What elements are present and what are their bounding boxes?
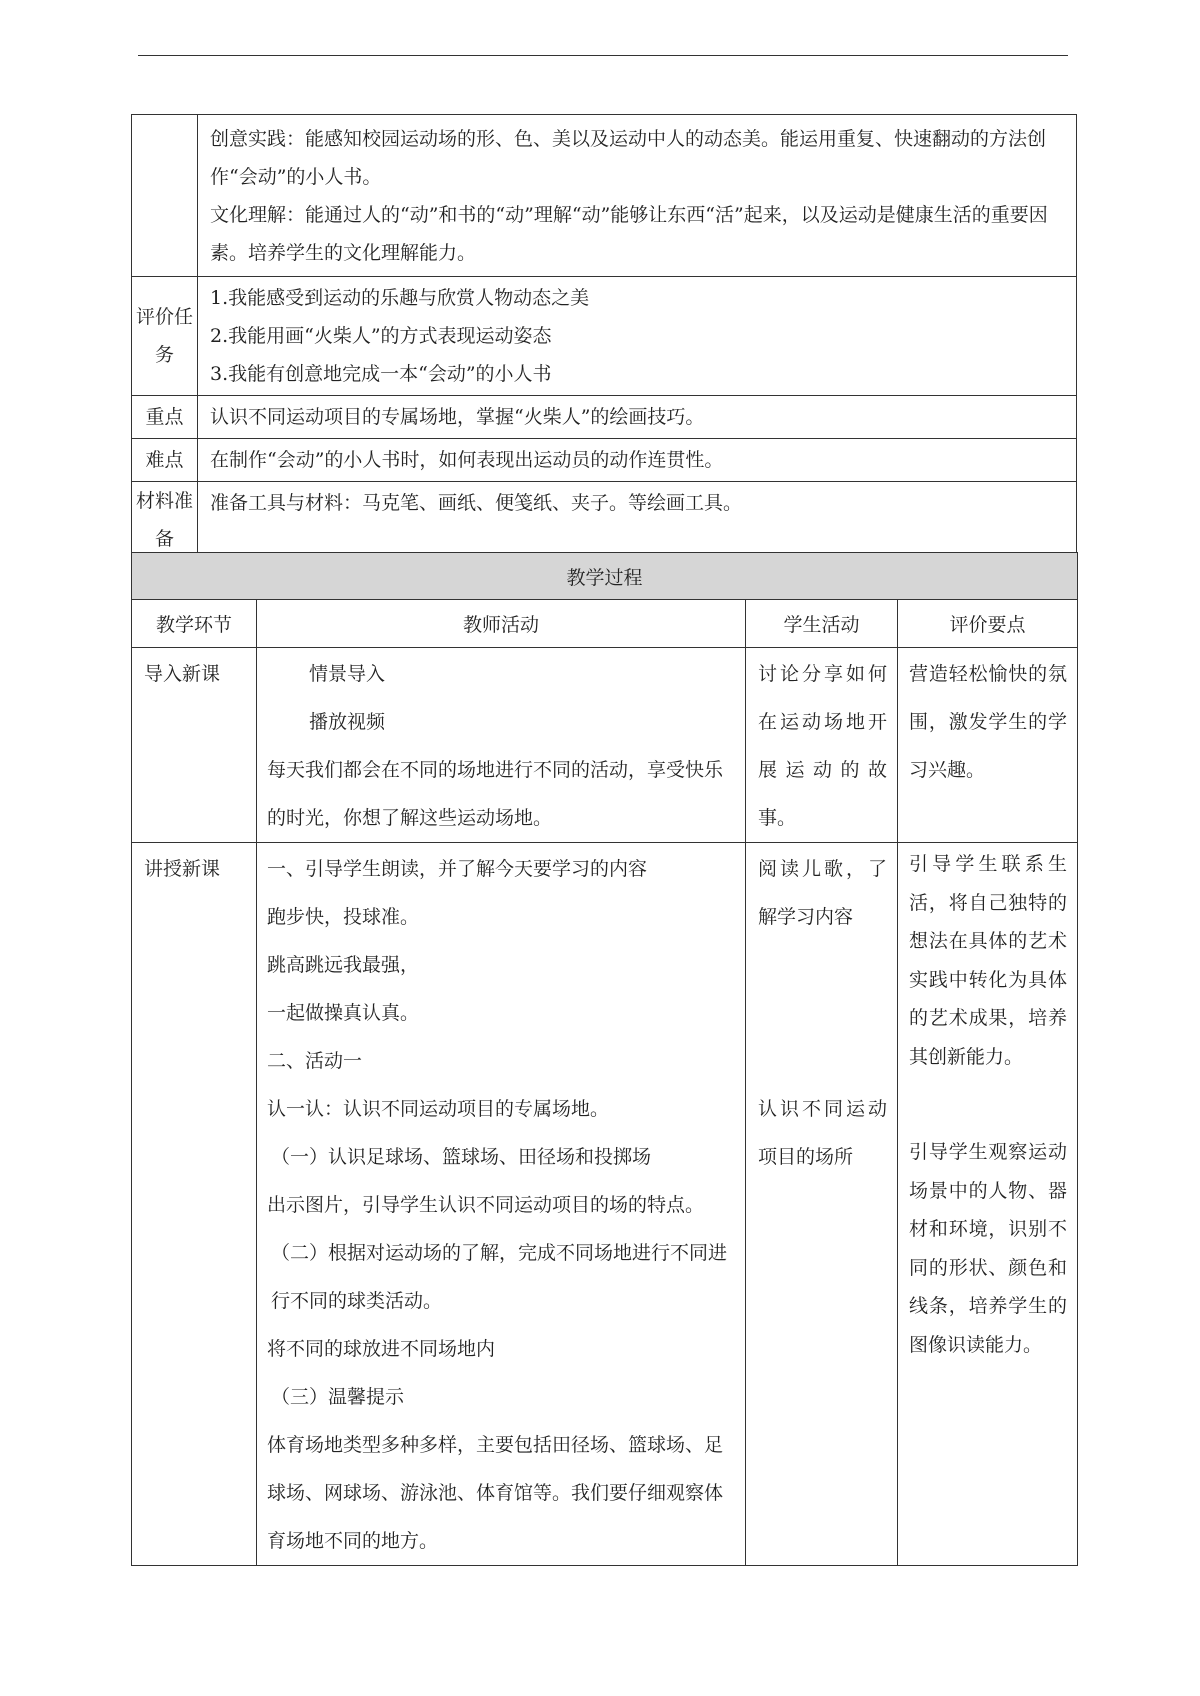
column-header: 教学环节	[132, 600, 257, 648]
evaluation-point	[898, 843, 1078, 1566]
teaching-process-table	[131, 552, 1078, 1566]
row-label-materials: 材料准备	[132, 482, 198, 559]
table-row	[132, 482, 1077, 559]
evaluation-task-item: 3.我能有创意地完成一本“会动”的小人书	[210, 363, 552, 385]
section-title: 教学过程	[132, 553, 1078, 600]
row-label-key-points: 重点	[132, 396, 198, 439]
evaluation-task-item: 2.我能用画“火柴人”的方式表现运动姿态	[210, 325, 552, 347]
evaluation-point-text: 营造轻松愉快的氛围，激发学生的学习兴趣。	[909, 663, 1068, 781]
evaluation-point-text: 引导学生观察运动场景中的人物、器材和环境，识别不同的形状、颜色和线条，培养学生的图像识读能力。	[909, 1141, 1068, 1356]
teacher-activity-line: （三）温馨提示	[271, 1386, 405, 1408]
teacher-activity-line: 一、引导学生朗读，并了解今天要学习的内容	[267, 858, 648, 880]
student-activity-text: 阅读儿歌，了解学习内容	[758, 858, 887, 928]
table-row	[132, 396, 1077, 439]
teacher-activity	[257, 648, 746, 843]
table-row	[132, 115, 1077, 277]
teacher-activity-line: 出示图片，引导学生认识不同运动项目的场的特点。	[267, 1194, 705, 1216]
table-row	[132, 439, 1077, 482]
teacher-activity	[257, 843, 746, 1566]
column-header: 学生活动	[746, 600, 898, 648]
header-rule	[138, 55, 1068, 56]
table-row	[132, 277, 1077, 396]
row-label-evaluation-tasks: 评价任务	[132, 277, 198, 396]
teacher-activity-line: （二）根据对运动场的了解，完成不同场地进行不同进行不同的球类活动。	[271, 1242, 728, 1312]
evaluation-task-item: 1.我能感受到运动的乐趣与欣赏人物动态之美	[210, 287, 590, 309]
stage-cell: 讲授新课	[132, 843, 257, 1566]
table-header-row	[132, 600, 1078, 648]
teacher-activity-line: 一起做操真认真。	[267, 1002, 420, 1024]
column-header: 教师活动	[257, 600, 746, 648]
evaluation-point	[898, 648, 1078, 843]
difficulties-text: 在制作“会动”的小人书时，如何表现出运动员的动作连贯性。	[210, 449, 724, 471]
materials	[198, 482, 1077, 559]
teacher-activity-line: 跳高跳远我最强，	[267, 954, 420, 976]
materials-text: 准备工具与材料：马克笔、画纸、便笺纸、夹子。等绘画工具。	[210, 492, 743, 514]
cultural-understanding-text: 文化理解：能通过人的“动”和书的“动”理解“动”能够让东西“活”起来，以及运动是健康生活的重要因素。培养学生的文化理解能力。	[210, 204, 1048, 264]
teacher-activity-line: 每天我们都会在不同的场地进行不同的活动，享受快乐的时光，你想了解这些运动场地。	[267, 759, 724, 829]
teacher-activity-line: （一）认识足球场、篮球场、田径场和投掷场	[271, 1146, 652, 1168]
creative-practice-text: 创意实践：能感知校园运动场的形、色、美以及运动中人的动态美。能运用重复、快速翻动的方法创作“会动”的小人书。	[210, 128, 1047, 188]
row-label-difficulties: 难点	[132, 439, 198, 482]
stage-cell: 导入新课	[132, 648, 257, 843]
table-row	[132, 648, 1078, 843]
student-activity	[746, 843, 898, 1566]
evaluation-tasks	[198, 277, 1077, 396]
key-points-text: 认识不同运动项目的专属场地，掌握“火柴人”的绘画技巧。	[210, 406, 705, 428]
teacher-activity-line: 跑步快，投球准。	[267, 906, 420, 928]
key-points	[198, 396, 1077, 439]
teacher-activity-line: 二、活动一	[267, 1050, 363, 1072]
column-header: 评价要点	[898, 600, 1078, 648]
teacher-activity-line: 情景导入	[309, 663, 386, 685]
teacher-activity-line: 将不同的球放进不同场地内	[267, 1338, 496, 1360]
teacher-activity-line: 播放视频	[309, 711, 386, 733]
evaluation-point-text: 引导学生联系生活，将自己独特的想法在具体的艺术实践中转化为具体的艺术成果，培养其创新能力。	[909, 853, 1068, 1068]
teacher-activity-line: 认一认：认识不同运动项目的专属场地。	[267, 1098, 610, 1120]
difficulties	[198, 439, 1077, 482]
table-row	[132, 843, 1078, 1566]
teacher-activity-line: 体育场地类型多种多样，主要包括田径场、篮球场、足球场、网球场、游泳池、体育馆等。我们要仔细观察体育场地不同的地方。	[267, 1434, 724, 1552]
table-row	[132, 553, 1078, 600]
student-activity-text: 认识不同运动项目的场所	[758, 1098, 887, 1168]
objectives-table	[131, 114, 1077, 559]
student-activity	[746, 648, 898, 843]
row-label	[132, 115, 198, 277]
literacy-goals	[198, 115, 1077, 277]
student-activity-text: 讨论分享如何在运动场地开展运动的故事。	[758, 663, 887, 829]
